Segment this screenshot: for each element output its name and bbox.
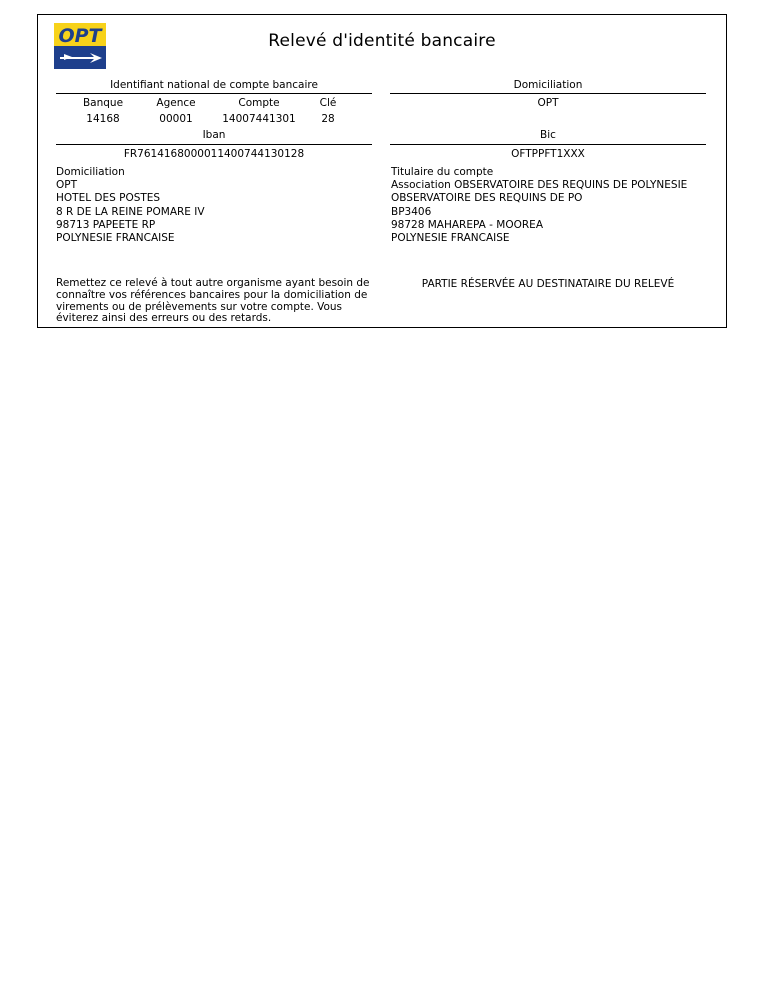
account-holder-line: POLYNESIE FRANCAISE [391, 232, 510, 245]
key-label: Clé [319, 97, 337, 109]
account-holder-line: Association OBSERVATOIRE DES REQUINS DE POLYNESIE [391, 179, 688, 192]
account-holder-heading: Titulaire du compte [391, 166, 494, 178]
domiciliation-heading: Domiciliation [56, 166, 125, 178]
rib-left-heading: Identifiant national de compte bancaire [110, 79, 318, 91]
account-number-value: 14007441301 [222, 113, 296, 125]
iban-label: Iban [202, 129, 226, 141]
bic-rule [390, 144, 706, 145]
branch-code-value: 00001 [159, 113, 193, 125]
document-title: Relevé d'identité bancaire [268, 31, 496, 51]
account-holder-line: OBSERVATOIRE DES REQUINS DE PO [391, 192, 583, 205]
logo-text: OPT [58, 25, 102, 47]
domiciliation-address [56, 166, 205, 245]
iban-value: FR7614168000011400744130128 [123, 148, 305, 160]
domiciliation-short-value: OPT [537, 97, 559, 109]
account-number-label: Compte [238, 97, 280, 109]
rib-card [37, 14, 727, 328]
usage-note: Remettez ce relevé à tout autre organisme ayant besoin de connaître vos références bancaires pour la domiciliation de virements ou de prélèvements sur votre compte. Vous éviterez ainsi des erreurs ou des retards. [56, 277, 370, 325]
domiciliation-line: 98713 PAPEETE RP [56, 218, 156, 231]
domiciliation-line: OPT [56, 179, 78, 192]
bank-code-value: 14168 [86, 113, 120, 125]
iban-rule [56, 144, 372, 145]
key-value: 28 [321, 113, 335, 125]
account-holder-line: BP3406 [391, 205, 432, 218]
account-holder-line: 98728 MAHAREPA - MOOREA [391, 218, 543, 231]
bic-label: Bic [540, 129, 556, 141]
account-holder-address [391, 166, 687, 245]
rib-right-heading: Domiciliation [513, 79, 583, 91]
rib-left-rule [56, 93, 372, 94]
branch-code-label: Agence [156, 97, 196, 109]
domiciliation-line: 8 R DE LA REINE POMARE IV [56, 205, 205, 218]
domiciliation-line: HOTEL DES POSTES [56, 192, 161, 205]
bic-value: OFTPPFT1XXX [511, 148, 585, 160]
reserved-area-label: PARTIE RÉSERVÉE AU DESTINATAIRE DU RELEVÉ [421, 278, 675, 290]
bank-code-label: Banque [82, 97, 124, 109]
domiciliation-line: POLYNESIE FRANCAISE [56, 232, 175, 245]
rib-right-rule [390, 93, 706, 94]
